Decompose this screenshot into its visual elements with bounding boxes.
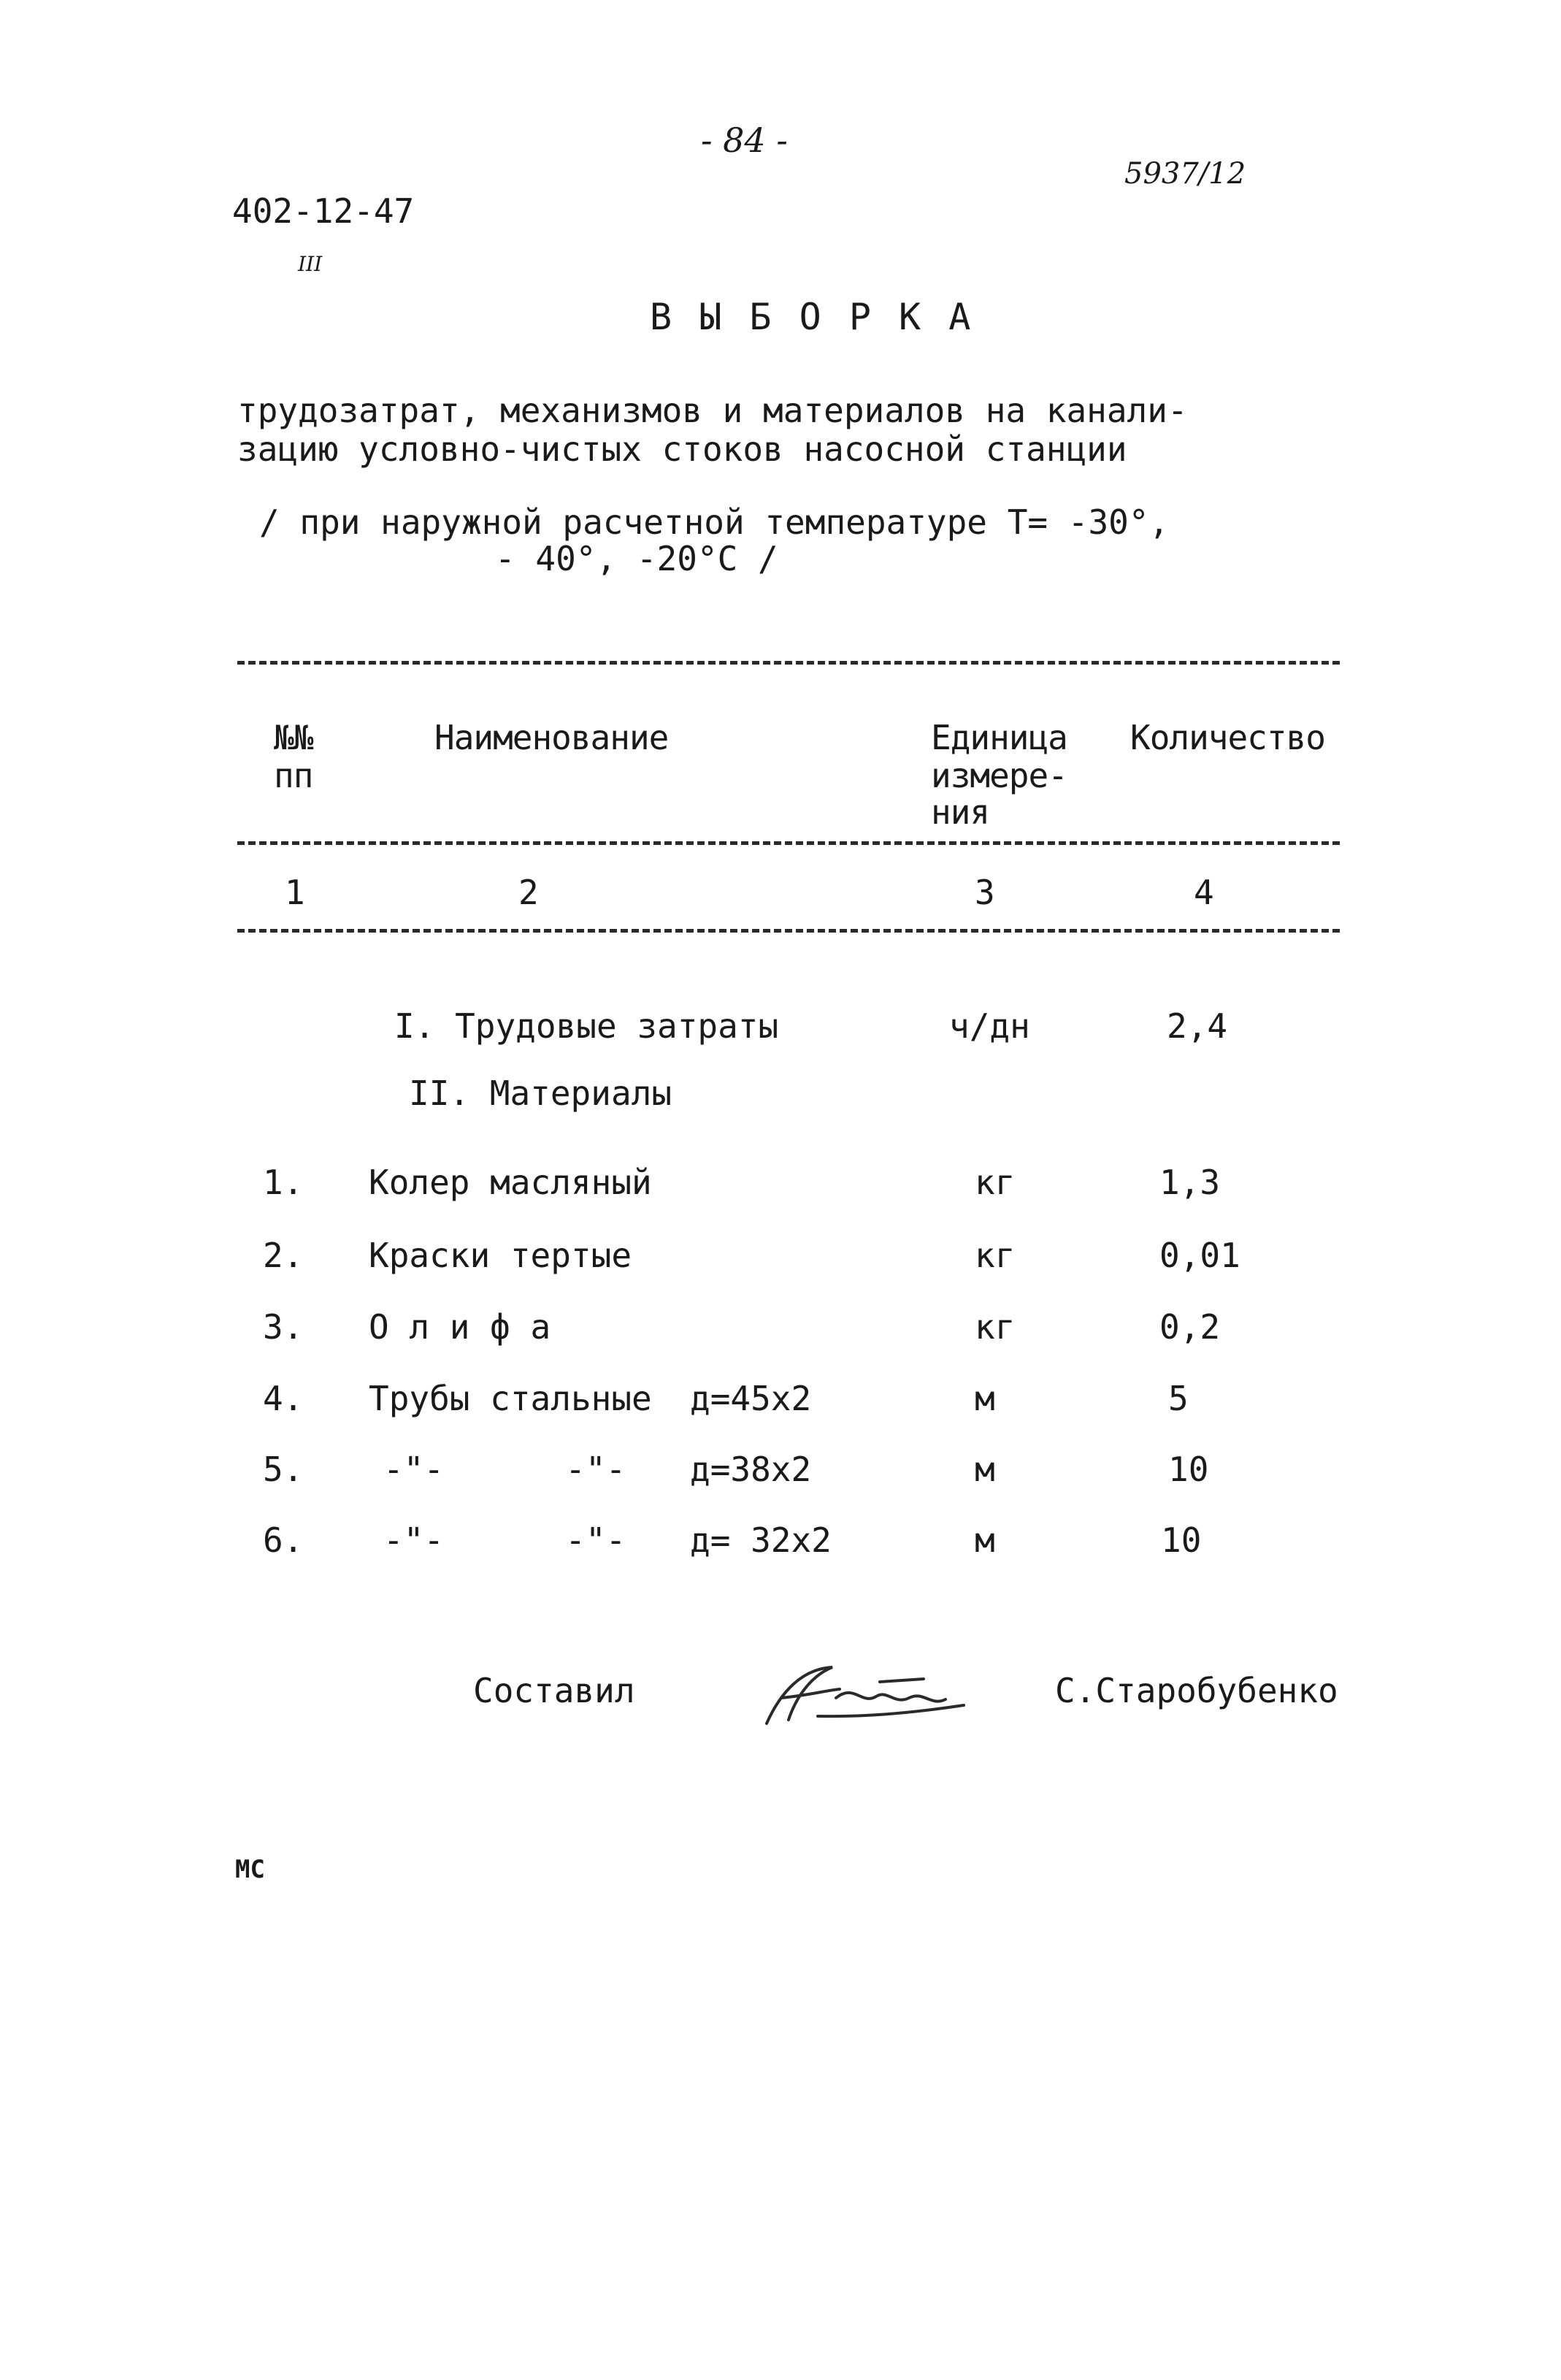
labor-unit: ч/дн (949, 1006, 1030, 1046)
col-number-4: 4 (1194, 873, 1214, 912)
row-unit: кг (975, 1163, 1016, 1202)
row-number: 6. (263, 1520, 304, 1560)
row-name: -"- -"- (383, 1450, 626, 1489)
row-name: Колер масляный (369, 1163, 652, 1202)
doc-code-mark: III (298, 252, 323, 276)
handwritten-ref: 5937/12 (1124, 157, 1246, 191)
materials-section-label: II. Материалы (409, 1074, 672, 1113)
col-number-3: 3 (975, 873, 995, 912)
row-number: 4. (263, 1379, 304, 1418)
doc-code: 402-12-47 (232, 191, 415, 231)
row-diameter: д= 32х2 (690, 1520, 832, 1560)
row-name: Краски тертые (369, 1236, 632, 1275)
table-bottom-rule (237, 929, 1340, 933)
labor-section-label: I. Трудовые затраты (394, 1006, 779, 1046)
row-qty: 5 (1168, 1379, 1189, 1418)
row-name: -"- -"- (383, 1520, 626, 1560)
row-number: 3. (263, 1307, 304, 1347)
row-name: Трубы стальные (369, 1379, 652, 1418)
row-qty: 10 (1161, 1520, 1202, 1560)
col4-header: Количество (1130, 718, 1325, 757)
row-diameter: д=38х2 (690, 1450, 812, 1489)
description-line-3: / при наружной расчетной температуре Т= -30°, (259, 502, 1170, 542)
document-title: В Ы Б О Р К А (650, 296, 974, 338)
row-diameter: д=45х2 (690, 1379, 812, 1418)
footer-mark: МС (235, 1855, 265, 1884)
compiler-name: С.Старобубенко (1055, 1671, 1338, 1710)
col-number-2: 2 (518, 873, 539, 912)
col-number-1: 1 (285, 873, 305, 912)
table-top-rule (237, 661, 1340, 665)
page-number: - 84 - (701, 120, 788, 160)
row-qty: 10 (1168, 1450, 1209, 1489)
row-unit: м (975, 1450, 995, 1489)
compiled-by-label: Составил (473, 1671, 635, 1710)
col3-header-line3: ния (931, 792, 990, 832)
row-number: 1. (263, 1163, 304, 1202)
row-qty: 0,01 (1159, 1236, 1240, 1275)
row-unit: кг (975, 1236, 1016, 1275)
col1-header-line1: №№ (274, 718, 313, 757)
row-name: О л и ф а (369, 1307, 551, 1347)
col3-header-line2: измере- (931, 756, 1067, 795)
row-unit: м (975, 1379, 995, 1418)
row-number: 5. (263, 1450, 304, 1489)
table-mid-rule (237, 841, 1340, 845)
row-qty: 1,3 (1159, 1163, 1221, 1202)
col2-header: Наименование (434, 718, 669, 757)
labor-qty: 2,4 (1167, 1006, 1228, 1046)
row-number: 2. (263, 1236, 304, 1275)
row-unit: кг (975, 1307, 1016, 1347)
description-line-2: зацию условно-чистых стоков насосной станции (237, 429, 1127, 469)
description-line-4: - 40°, -20°С / (495, 539, 778, 578)
col3-header-line1: Единица (931, 718, 1067, 757)
col1-header-line2: пп (274, 756, 313, 795)
row-unit: м (975, 1520, 995, 1560)
row-qty: 0,2 (1159, 1307, 1221, 1347)
signature-scribble (752, 1647, 971, 1742)
description-line-1: трудозатрат, механизмов и материалов на канали- (237, 391, 1188, 430)
